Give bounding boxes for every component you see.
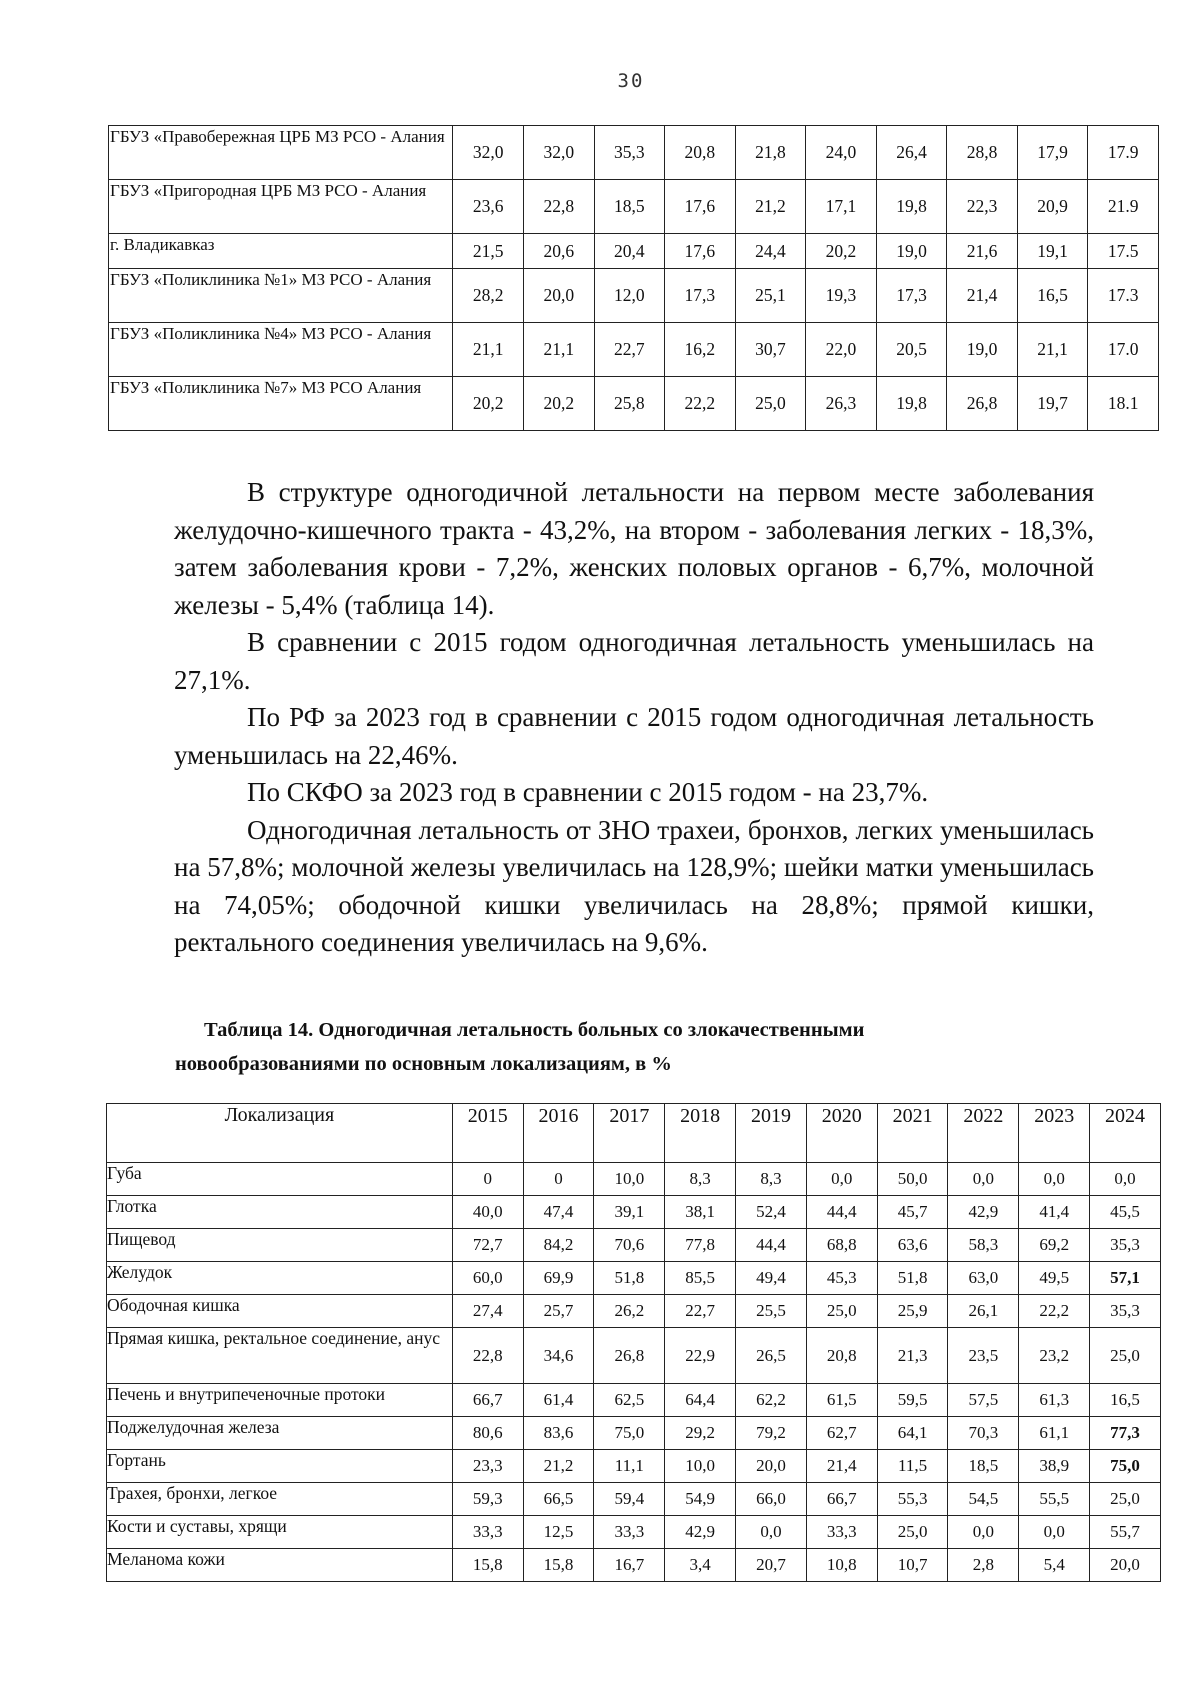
row-label: ГБУЗ «Правобережная ЦРБ МЗ РСО - Алания <box>109 126 453 180</box>
table-caption-line: новообразованиями по основным локализациям, в % <box>175 1053 672 1075</box>
value-cell: 17.5 <box>1088 234 1159 269</box>
value-cell: 62,5 <box>594 1384 665 1417</box>
table-row <box>107 1295 1161 1328</box>
paragraph: В сравнении с 2015 годом одногодичная летальность уменьшилась на 27,1%. <box>174 627 1094 695</box>
value-cell: 85,5 <box>665 1262 736 1295</box>
value-cell: 34,6 <box>523 1328 594 1384</box>
value-cell: 20,2 <box>524 377 595 431</box>
value-cell: 59,3 <box>452 1483 523 1516</box>
value-cell: 26,8 <box>947 377 1018 431</box>
value-cell: 47,4 <box>523 1196 594 1229</box>
localization-label: Желудок <box>107 1262 453 1295</box>
header-cell: 2015 <box>452 1104 523 1163</box>
value-cell: 60,0 <box>452 1262 523 1295</box>
value-cell: 18,5 <box>594 180 665 234</box>
localization-lethality-table <box>106 1103 1161 1582</box>
value-cell: 20,0 <box>736 1450 807 1483</box>
value-cell: 21,2 <box>523 1450 594 1483</box>
localization-label: Глотка <box>107 1196 453 1229</box>
value-cell: 22,3 <box>947 180 1018 234</box>
header-cell: 2020 <box>806 1104 877 1163</box>
value-cell: 25,8 <box>594 377 665 431</box>
value-cell: 45,3 <box>806 1262 877 1295</box>
value-cell: 17,9 <box>1017 126 1088 180</box>
value-cell: 29,2 <box>665 1417 736 1450</box>
value-cell: 22,2 <box>1019 1295 1090 1328</box>
value-cell: 62,7 <box>806 1417 877 1450</box>
value-cell: 38,1 <box>665 1196 736 1229</box>
value-cell: 84,2 <box>523 1229 594 1262</box>
value-cell: 17,1 <box>806 180 877 234</box>
table-row <box>109 180 1159 234</box>
table-row <box>107 1450 1161 1483</box>
value-cell: 17.9 <box>1088 126 1159 180</box>
value-cell: 22,2 <box>665 377 736 431</box>
value-cell: 33,3 <box>452 1516 523 1549</box>
value-cell: 61,3 <box>1019 1384 1090 1417</box>
value-cell: 64,1 <box>877 1417 948 1450</box>
value-cell: 20,4 <box>594 234 665 269</box>
value-cell: 23,6 <box>453 180 524 234</box>
value-cell: 0,0 <box>1019 1163 1090 1196</box>
value-cell: 49,4 <box>736 1262 807 1295</box>
value-cell: 55,3 <box>877 1483 948 1516</box>
value-cell: 21,1 <box>524 323 595 377</box>
value-cell: 23,5 <box>948 1328 1019 1384</box>
localization-label: Меланома кожи <box>107 1549 453 1582</box>
value-cell: 61,5 <box>806 1384 877 1417</box>
value-cell: 44,4 <box>736 1229 807 1262</box>
value-cell: 26,2 <box>594 1295 665 1328</box>
value-cell: 40,0 <box>452 1196 523 1229</box>
value-cell: 83,6 <box>523 1417 594 1450</box>
value-cell: 69,2 <box>1019 1229 1090 1262</box>
value-cell: 33,3 <box>594 1516 665 1549</box>
value-cell: 0 <box>523 1163 594 1196</box>
value-cell: 26,8 <box>594 1328 665 1384</box>
localization-label: Трахея, бронхи, легкое <box>107 1483 453 1516</box>
value-cell: 55,5 <box>1019 1483 1090 1516</box>
localization-label: Поджелудочная железа <box>107 1417 453 1450</box>
value-cell: 24,0 <box>806 126 877 180</box>
value-cell: 10,0 <box>665 1450 736 1483</box>
table-row <box>107 1163 1161 1196</box>
value-cell: 11,1 <box>594 1450 665 1483</box>
value-cell: 8,3 <box>736 1163 807 1196</box>
value-cell: 51,8 <box>594 1262 665 1295</box>
value-cell: 19,7 <box>1017 377 1088 431</box>
row-label: ГБУЗ «Пригородная ЦРБ МЗ РСО - Алания <box>109 180 453 234</box>
paragraph: В структуре одногодичной летальности на первом месте заболевания желудочно-кишечного тракта - 43,2%, на втором - заболевания легких - 18,3%, затем заболевания крови - 7,2%, женских половых органов - 6,7%, молочной железы - 5,4% (таблица 14). <box>174 477 1094 620</box>
district-lethality-table <box>108 125 1159 431</box>
table-header-row <box>107 1104 1161 1163</box>
value-cell: 0,0 <box>948 1163 1019 1196</box>
value-cell: 44,4 <box>806 1196 877 1229</box>
table-row <box>107 1196 1161 1229</box>
value-cell: 68,8 <box>806 1229 877 1262</box>
value-cell: 23,3 <box>452 1450 523 1483</box>
value-cell: 35,3 <box>1090 1229 1161 1262</box>
value-cell: 57,5 <box>948 1384 1019 1417</box>
row-label: ГБУЗ «Поликлиника №7» МЗ РСО Алания <box>109 377 453 431</box>
value-cell: 17,6 <box>665 180 736 234</box>
value-cell: 25,1 <box>735 269 806 323</box>
value-cell: 0,0 <box>948 1516 1019 1549</box>
header-cell: 2024 <box>1090 1104 1161 1163</box>
value-cell: 25,0 <box>1090 1328 1161 1384</box>
value-cell: 52,4 <box>736 1196 807 1229</box>
value-cell: 72,7 <box>452 1229 523 1262</box>
value-cell: 0,0 <box>806 1163 877 1196</box>
localization-label: Кости и суставы, хрящи <box>107 1516 453 1549</box>
value-cell: 30,7 <box>735 323 806 377</box>
value-cell: 20,0 <box>524 269 595 323</box>
paragraph: Одногодичная летальность от ЗНО трахеи, бронхов, легких уменьшилась на 57,8%; молочной железы увеличилась на 128,9%; шейки матки уменьшилась на 74,05%; ободочной кишки увеличилась на 28,8%; прямой кишки, ректального соединения увеличилась на 9,6%. <box>174 814 1094 957</box>
localization-label: Печень и внутрипеченочные протоки <box>107 1384 453 1417</box>
value-cell: 20,6 <box>524 234 595 269</box>
value-cell: 17.0 <box>1088 323 1159 377</box>
value-cell: 20,8 <box>806 1328 877 1384</box>
value-cell: 20,7 <box>736 1549 807 1582</box>
value-cell: 42,9 <box>665 1516 736 1549</box>
value-cell: 19,3 <box>806 269 877 323</box>
value-cell: 50,0 <box>877 1163 948 1196</box>
value-cell: 23,2 <box>1019 1328 1090 1384</box>
value-cell: 77,8 <box>665 1229 736 1262</box>
value-cell: 25,9 <box>877 1295 948 1328</box>
value-cell: 49,5 <box>1019 1262 1090 1295</box>
table-row <box>107 1229 1161 1262</box>
value-cell: 20,9 <box>1017 180 1088 234</box>
table-row <box>109 126 1159 180</box>
value-cell: 25,0 <box>877 1516 948 1549</box>
value-cell: 3,4 <box>665 1549 736 1582</box>
table-row <box>109 234 1159 269</box>
value-cell: 70,6 <box>594 1229 665 1262</box>
table-row <box>107 1483 1161 1516</box>
table-row <box>107 1417 1161 1450</box>
value-cell: 26,5 <box>736 1328 807 1384</box>
value-cell: 25,0 <box>1090 1483 1161 1516</box>
value-cell: 26,4 <box>876 126 947 180</box>
value-cell: 15,8 <box>452 1549 523 1582</box>
value-cell: 22,8 <box>524 180 595 234</box>
value-cell: 0,0 <box>1090 1163 1161 1196</box>
value-cell: 26,1 <box>948 1295 1019 1328</box>
table-row <box>109 377 1159 431</box>
value-cell: 22,8 <box>452 1328 523 1384</box>
value-cell: 5,4 <box>1019 1549 1090 1582</box>
value-cell: 32,0 <box>453 126 524 180</box>
value-cell: 16,5 <box>1017 269 1088 323</box>
value-cell: 21,8 <box>735 126 806 180</box>
header-cell: 2018 <box>665 1104 736 1163</box>
row-label: г. Владикавказ <box>109 234 453 269</box>
value-cell: 10,8 <box>806 1549 877 1582</box>
value-cell: 21,6 <box>947 234 1018 269</box>
value-cell: 57,1 <box>1090 1262 1161 1295</box>
value-cell: 33,3 <box>806 1516 877 1549</box>
value-cell: 19,1 <box>1017 234 1088 269</box>
value-cell: 25,5 <box>736 1295 807 1328</box>
value-cell: 22,9 <box>665 1328 736 1384</box>
table-row <box>107 1328 1161 1384</box>
localization-label: Гортань <box>107 1450 453 1483</box>
value-cell: 17,3 <box>665 269 736 323</box>
value-cell: 70,3 <box>948 1417 1019 1450</box>
row-label: ГБУЗ «Поликлиника №4» МЗ РСО - Алания <box>109 323 453 377</box>
value-cell: 21,4 <box>947 269 1018 323</box>
value-cell: 20,2 <box>806 234 877 269</box>
value-cell: 61,4 <box>523 1384 594 1417</box>
value-cell: 39,1 <box>594 1196 665 1229</box>
value-cell: 0,0 <box>1019 1516 1090 1549</box>
value-cell: 54,9 <box>665 1483 736 1516</box>
value-cell: 80,6 <box>452 1417 523 1450</box>
value-cell: 21,5 <box>453 234 524 269</box>
value-cell: 17,3 <box>876 269 947 323</box>
value-cell: 12,5 <box>523 1516 594 1549</box>
table-row <box>107 1516 1161 1549</box>
value-cell: 19,8 <box>876 180 947 234</box>
value-cell: 25,0 <box>735 377 806 431</box>
value-cell: 59,4 <box>594 1483 665 1516</box>
header-cell: 2023 <box>1019 1104 1090 1163</box>
localization-label: Пищевод <box>107 1229 453 1262</box>
value-cell: 77,3 <box>1090 1417 1161 1450</box>
value-cell: 64,4 <box>665 1384 736 1417</box>
header-cell: Локализация <box>107 1104 453 1163</box>
value-cell: 35,3 <box>594 126 665 180</box>
table-row <box>109 323 1159 377</box>
value-cell: 62,2 <box>736 1384 807 1417</box>
header-cell: 2022 <box>948 1104 1019 1163</box>
value-cell: 66,0 <box>736 1483 807 1516</box>
value-cell: 22,7 <box>594 323 665 377</box>
paragraph: По РФ за 2023 год в сравнении с 2015 годом одногодичная летальность уменьшилась на 22,46%. <box>174 702 1094 770</box>
value-cell: 75,0 <box>1090 1450 1161 1483</box>
value-cell: 38,9 <box>1019 1450 1090 1483</box>
value-cell: 66,7 <box>452 1384 523 1417</box>
row-label: ГБУЗ «Поликлиника №1» МЗ РСО - Алания <box>109 269 453 323</box>
value-cell: 41,4 <box>1019 1196 1090 1229</box>
value-cell: 20,8 <box>665 126 736 180</box>
value-cell: 21,1 <box>453 323 524 377</box>
value-cell: 25,7 <box>523 1295 594 1328</box>
value-cell: 35,3 <box>1090 1295 1161 1328</box>
value-cell: 18,5 <box>948 1450 1019 1483</box>
table-row <box>109 269 1159 323</box>
value-cell: 22,7 <box>665 1295 736 1328</box>
localization-label: Прямая кишка, ректальное соединение, анус <box>107 1328 453 1384</box>
value-cell: 55,7 <box>1090 1516 1161 1549</box>
table-row <box>107 1549 1161 1582</box>
value-cell: 45,5 <box>1090 1196 1161 1229</box>
value-cell: 15,8 <box>523 1549 594 1582</box>
value-cell: 22,0 <box>806 323 877 377</box>
value-cell: 8,3 <box>665 1163 736 1196</box>
body-text <box>174 474 1094 962</box>
value-cell: 0 <box>452 1163 523 1196</box>
value-cell: 58,3 <box>948 1229 1019 1262</box>
value-cell: 19,0 <box>947 323 1018 377</box>
value-cell: 51,8 <box>877 1262 948 1295</box>
value-cell: 59,5 <box>877 1384 948 1417</box>
value-cell: 12,0 <box>594 269 665 323</box>
value-cell: 75,0 <box>594 1417 665 1450</box>
page-number: 30 <box>617 70 645 92</box>
value-cell: 20,5 <box>876 323 947 377</box>
header-cell: 2021 <box>877 1104 948 1163</box>
value-cell: 2,8 <box>948 1549 1019 1582</box>
value-cell: 19,0 <box>876 234 947 269</box>
value-cell: 42,9 <box>948 1196 1019 1229</box>
value-cell: 28,8 <box>947 126 1018 180</box>
value-cell: 66,5 <box>523 1483 594 1516</box>
value-cell: 69,9 <box>523 1262 594 1295</box>
value-cell: 19,8 <box>876 377 947 431</box>
table-row <box>107 1384 1161 1417</box>
value-cell: 25,0 <box>806 1295 877 1328</box>
localization-label: Губа <box>107 1163 453 1196</box>
table-caption <box>175 1013 1075 1081</box>
value-cell: 24,4 <box>735 234 806 269</box>
value-cell: 11,5 <box>877 1450 948 1483</box>
value-cell: 18.1 <box>1088 377 1159 431</box>
value-cell: 21,2 <box>735 180 806 234</box>
value-cell: 10,0 <box>594 1163 665 1196</box>
value-cell: 63,0 <box>948 1262 1019 1295</box>
value-cell: 20,2 <box>453 377 524 431</box>
value-cell: 32,0 <box>524 126 595 180</box>
value-cell: 0,0 <box>736 1516 807 1549</box>
value-cell: 16,2 <box>665 323 736 377</box>
value-cell: 21,3 <box>877 1328 948 1384</box>
value-cell: 61,1 <box>1019 1417 1090 1450</box>
value-cell: 45,7 <box>877 1196 948 1229</box>
value-cell: 66,7 <box>806 1483 877 1516</box>
value-cell: 20,0 <box>1090 1549 1161 1582</box>
value-cell: 28,2 <box>453 269 524 323</box>
paragraph: По СКФО за 2023 год в сравнении с 2015 годом - на 23,7%. <box>247 777 929 807</box>
value-cell: 16,7 <box>594 1549 665 1582</box>
value-cell: 21.9 <box>1088 180 1159 234</box>
header-cell: 2019 <box>736 1104 807 1163</box>
value-cell: 17.3 <box>1088 269 1159 323</box>
value-cell: 54,5 <box>948 1483 1019 1516</box>
localization-label: Ободочная кишка <box>107 1295 453 1328</box>
value-cell: 17,6 <box>665 234 736 269</box>
value-cell: 21,1 <box>1017 323 1088 377</box>
table-row <box>107 1262 1161 1295</box>
value-cell: 10,7 <box>877 1549 948 1582</box>
value-cell: 21,4 <box>806 1450 877 1483</box>
value-cell: 16,5 <box>1090 1384 1161 1417</box>
value-cell: 79,2 <box>736 1417 807 1450</box>
header-cell: 2016 <box>523 1104 594 1163</box>
table-caption-line: Таблица 14. Одногодичная летальность больных со злокачественными <box>204 1019 865 1041</box>
value-cell: 26,3 <box>806 377 877 431</box>
value-cell: 27,4 <box>452 1295 523 1328</box>
value-cell: 63,6 <box>877 1229 948 1262</box>
header-cell: 2017 <box>594 1104 665 1163</box>
